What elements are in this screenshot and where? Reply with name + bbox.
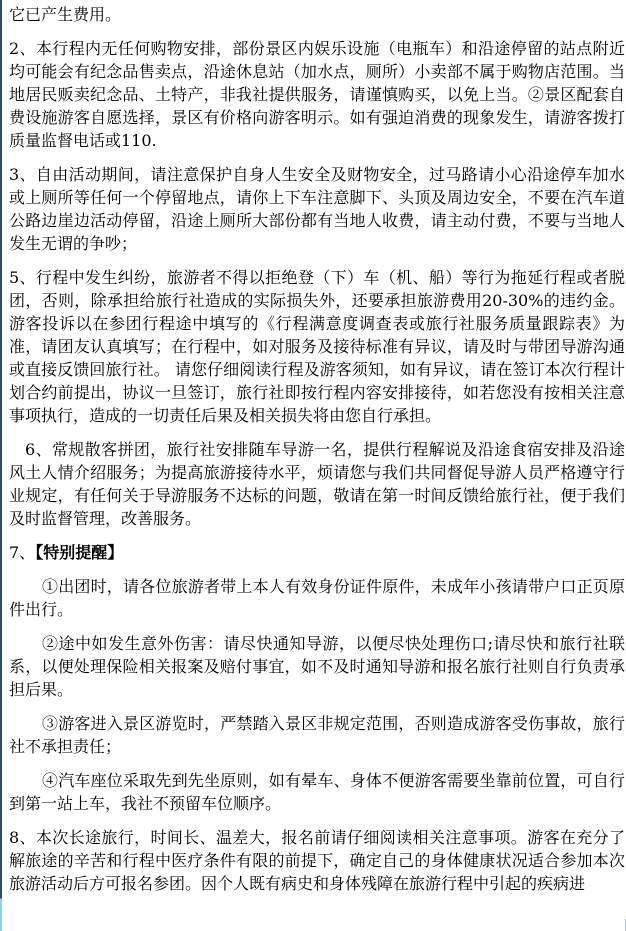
paragraph-4 [9, 266, 625, 427]
paragraph-text: 8、本次长途旅行，时间长、温差大，报名前请仔细阅读相关注意事项。游客在充分了解旅途的辛苦和行程中医疗条件有限的前提下，确定自己的身体健康状况适合参加本次旅游活动后方可报名参团。因个人既有病史和身体残障在旅游行程中引起的疾病进 [9, 828, 625, 893]
paragraph-5 [9, 438, 625, 530]
paragraph-2 [9, 37, 625, 152]
paragraph-text: 7、 [9, 543, 36, 562]
paragraph-6 [9, 541, 625, 564]
paragraph-text: ①出团时，请各位旅游者带上本人有效身份证件原件，未成年小孩请带户口正页原件出行。 [9, 577, 625, 619]
special-reminder-heading: 【特别提醒】 [35, 543, 124, 562]
paragraph-text: 6、常规散客拼团，旅行社安排随车导游一名，提供行程解说及沿途食宿安排及沿途风土人情介绍服务；为提高旅游接待水平，烦请您与我们共同督促导游人员严格遵守行业规定，有任何关于导游服务不达标的问题，敬请在第一时间反馈给旅行社，便于我们及时监督管理，改善服务。 [9, 440, 625, 528]
paragraph-text: ②途中如发生意外伤害：请尽快通知导游，以便尽快处理伤口;请尽快和旅行社联系，以便处理保险相关报案及赔付事宜，如不及时通知导游和报名旅行社则自行负责承担后果。 [9, 634, 625, 699]
paragraph-3 [9, 163, 625, 255]
travel-notice-document [2, 0, 625, 906]
paragraph-10 [9, 769, 625, 815]
paragraph-text: 5、行程中发生纠纷，旅游者不得以拒绝登（下）车（机、船）等行为拖延行程或者脱团，否则，除承担给旅行社造成的实际损失外，还要承担旅游费用20-30%的违约金。游客投诉以在参团行程途中填写的《行程满意度调查表或旅行社服务质量跟踪表》为准，请团友认真填写；在行程中，如对服务及接待标准有异议，请及时与带团导游沟通或直接反馈回旅行社。 请您仔细阅读行程及游客须知，如有异议，请在签订本次行程计划合约前提出，协议一旦签订，旅行社即按行程内容安排接待，如若您没有按相关注意事项执行，造成的一切责任后果及相关损失将由您自行承担。 [9, 268, 625, 425]
paragraph-9 [9, 712, 625, 758]
paragraph-11 [9, 826, 625, 895]
paragraph-text: 2、本行程内无任何购物安排，部份景区内娱乐设施（电瓶车）和沿途停留的站点附近均可能会有纪念品售卖点，沿途休息站（加水点，厕所）小卖部不属于购物店范围。当地居民贩卖纪念品、土特产，非我社提供服务，请谨慎购买，以免上当。②景区配套自费设施游客自愿选择，景区有价格向游客明示。如有强迫消费的现象发生，请游客拨打质量监督电话或110. [9, 39, 625, 150]
paragraph-7 [9, 575, 625, 621]
paragraph-text: ③游客进入景区游览时，严禁踏入景区非规定范围，否则造成游客受伤事故，旅行社不承担责任； [9, 714, 625, 756]
paragraph-1 [9, 3, 625, 26]
paragraph-text: 它已产生费用。 [9, 5, 122, 24]
paragraph-8 [9, 632, 625, 701]
paragraph-text: ④汽车座位采取先到先坐原则，如有晕车、身体不便游客需要坐靠前位置，可自行到第一站上车，我社不预留车位顺序。 [9, 771, 625, 813]
paragraph-text: 3、自由活动期间，请注意保护自身人生安全及财物安全，过马路请小心沿途停车加水或上厕所等任何一个停留地点，请你上下车注意脚下、头顶及周边安全，不要在汽车道公路边崖边活动停留，沿途上厕所大部份都有当地人收费，请主动付费，不要与当地人发生无谓的争吵； [9, 165, 625, 253]
